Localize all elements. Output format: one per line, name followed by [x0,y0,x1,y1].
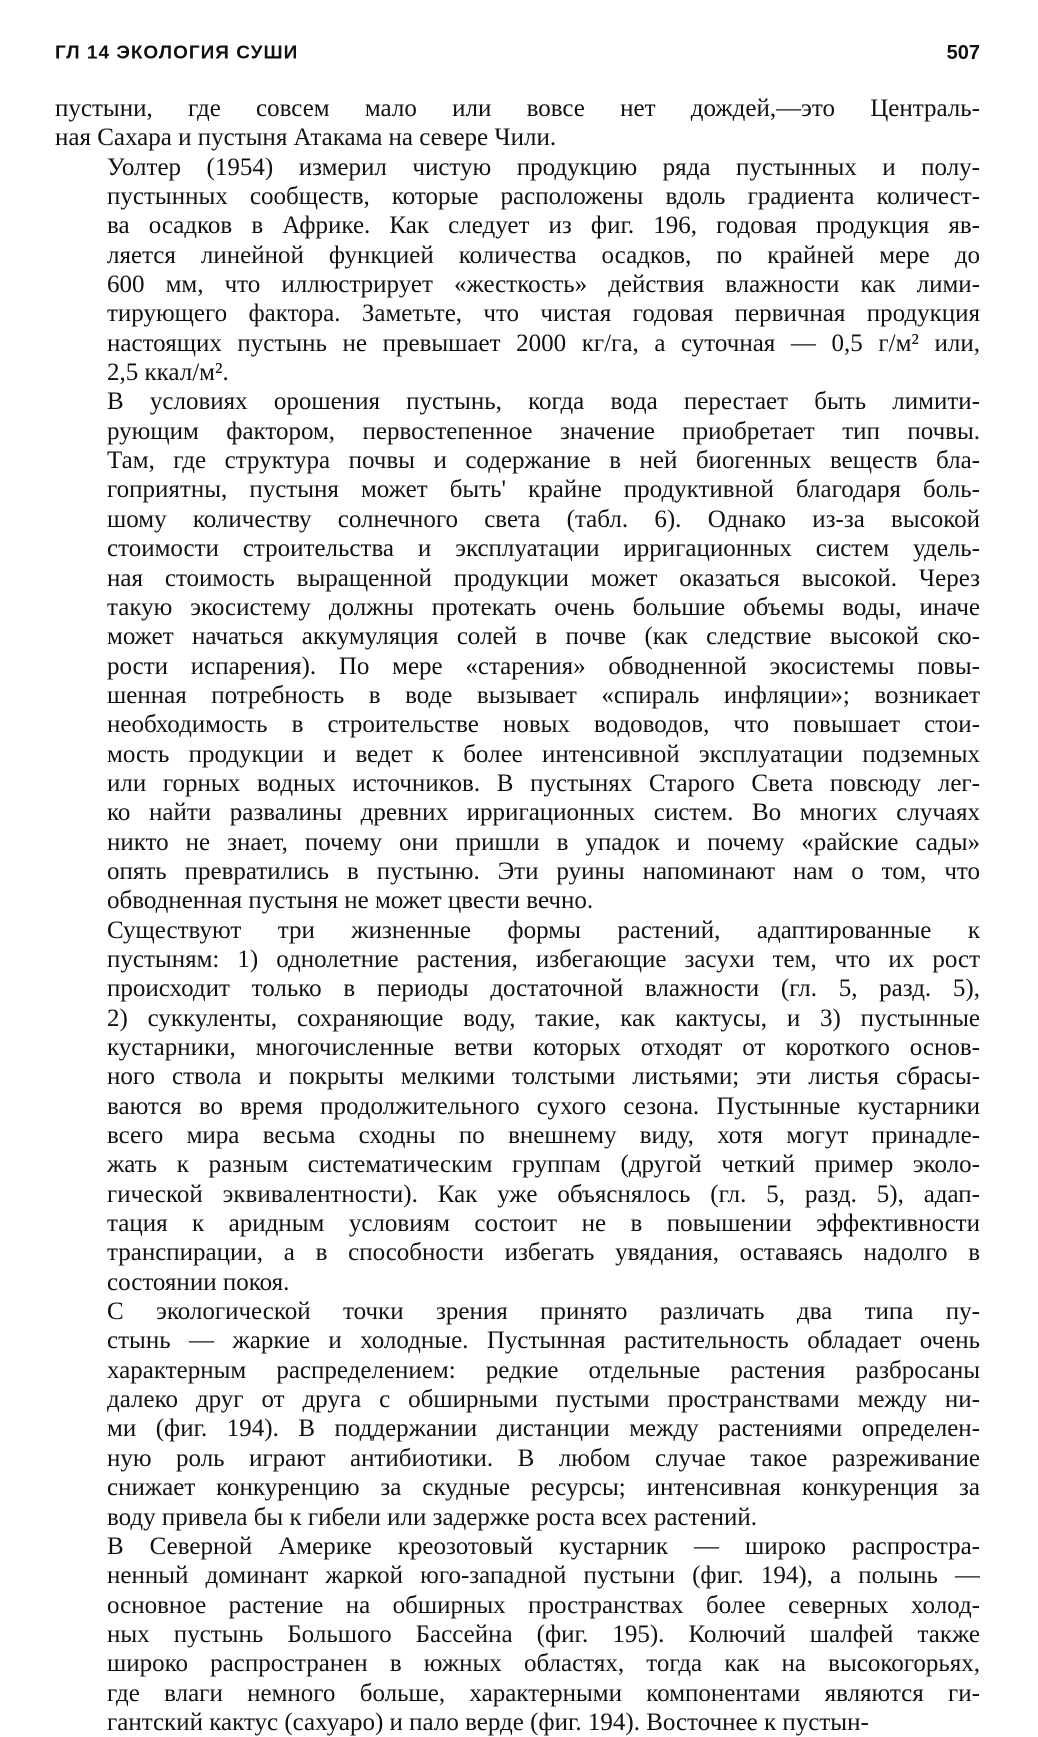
text-line: мость продукции и ведет к более интенсивной эксплуатации подземных [107,740,980,768]
paragraph [55,916,980,1297]
running-head: ГЛ 14 ЭКОЛОГИЯ СУШИ [55,43,299,64]
text-line: ная стоимость выращенной продукции может оказаться высокой. Через [107,564,980,592]
text-line: снижает конкуренцию за скудные ресурсы; интенсивная конкуренция за [107,1474,980,1502]
page-number: 507 [946,42,980,64]
text-line: или горных водных источников. В пустынях Старого Света повсюду лег- [107,769,980,797]
text-line: такую экосистему должны протекать очень большие объемы воды, иначе [107,593,980,621]
text-line: настоящих пустынь не превышает 2000 кг/га, а суточная — 0,5 г/м² или, [107,329,980,357]
text-line: необходимость в строительстве новых водоводов, что повышает стои- [107,711,980,739]
text-line: кустарники, многочисленные ветви которых отходят от короткого основ- [107,1034,980,1061]
text-line: широко распространен в южных областях, тогда как на высокогорьях, [107,1650,980,1678]
text-line: обводненная пустыня не может цвести вечно. [107,887,594,915]
text-line: ляется линейной функцией количества осадков, по крайней мере до [107,241,980,269]
text-line: ко найти развалины древних ирригационных систем. Во многих случаях [107,799,980,827]
text-line: воду привела бы к гибели или задержке роста всех растений. [107,1503,757,1531]
text-line: рости испарения). По мере «старения» обводненной экосистемы повы- [107,652,980,680]
text-line: ную роль играют антибиотики. В любом случае такое разреживание [107,1444,980,1472]
page-header [55,42,980,82]
text-line: происходит только в периоды достаточной влажности (гл. 5, разд. 5), [107,975,980,1003]
text-line: Уолтер (1954) измерил чистую продукцию ряда пустынных и полу- [107,153,980,181]
text-line: гантский кактус (сахуаро) и пало верде (фиг. 194). Восточнее к пустын- [107,1708,869,1736]
text-line: жать к разным систематическим группам (другой четкий пример эколо- [107,1151,980,1179]
body-text [55,94,980,1737]
text-line: 600 мм, что иллюстрирует «жесткость» действия влажности как лими- [107,271,980,299]
paragraph [55,1297,980,1532]
text-line: ва осадков в Африке. Как следует из фиг. 196, годовая продукция яв- [107,212,980,240]
text-line: 2,5 ккал/м². [107,359,229,387]
text-line: ненный доминант жаркой юго-западной пустыни (фиг. 194), а полынь — [107,1562,980,1590]
text-line: пустыни, где совсем мало или вовсе нет дождей,—это Централь- [55,95,980,122]
text-line: гоприятны, пустыня может быть' крайне продуктивной благодаря боль- [107,476,980,504]
paragraph [55,387,980,915]
text-line: В условиях орошения пустынь, когда вода перестает быть лимити- [107,388,980,416]
text-line: тирующего фактора. Заметьте, что чистая годовая первичная продукция [107,300,980,328]
text-line: пустыням: 1) однолетние растения, избегающие засухи тем, что их рост [107,945,980,973]
text-line: В Северной Америке креозотовый кустарник — широко распростра- [107,1532,980,1560]
text-line: ных пустынь Большого Бассейна (фиг. 195). Колючий шалфей также [107,1620,980,1648]
text-line: гической эквивалентности). Как уже объяснялось (гл. 5, разд. 5), адап- [107,1180,980,1208]
text-line: стынь — жаркие и холодные. Пустынная растительность обладает очень [107,1327,980,1355]
text-line: тация к аридным условиям состоит не в повышении эффективности [107,1210,980,1238]
paragraph [55,1532,980,1737]
text-line: пустынных сообществ, которые расположены вдоль градиента количест- [107,183,980,211]
text-line: ваются во время продолжительного сухого сезона. Пустынные кустарники [107,1092,980,1120]
text-line: шому количеству солнечного света (табл. 6). Однако из-за высокой [107,505,980,533]
text-line: ная Сахара и пустыня Атакама на севере Чили. [55,124,557,152]
text-line: основное растение на обширных пространствах более северных холод- [107,1591,980,1619]
text-line: 2) суккуленты, сохраняющие воду, такие, как кактусы, и 3) пустынные [107,1004,980,1032]
text-line: может начаться аккумуляция солей в почве (как следствие высокой ско- [107,623,980,651]
text-line: всего мира весьма сходны по внешнему виду, хотя могут принадле- [107,1122,980,1150]
text-line: шенная потребность в воде вызывает «спираль инфляции»; возникает [107,681,980,709]
paragraph [55,94,980,153]
text-line: далеко друг от друга с обширными пустыми пространствами между ни- [107,1386,980,1414]
text-line: никто не знает, почему они пришли в упадок и почему «райские сады» [107,828,980,856]
text-line: опять превратились в пустыню. Эти руины напоминают нам о том, что [107,857,980,885]
text-line: ного ствола и покрыты мелкими толстыми листьями; эти листья сбрасы- [107,1063,980,1091]
text-line: состоянии покоя. [107,1268,290,1296]
text-line: транспирации, а в способности избегать увядания, оставаясь надолго в [107,1239,980,1267]
text-line: Существуют три жизненные формы растений, адаптированные к [107,916,980,944]
text-line: стоимости строительства и эксплуатации ирригационных систем удель- [107,535,980,563]
text-line: Там, где структура почвы и содержание в ней биогенных веществ бла- [107,447,980,475]
text-line: С экологической точки зрения принято различать два типа пу- [107,1298,980,1326]
text-line: ми (фиг. 194). В поддержании дистанции между растениями определен- [107,1415,980,1443]
book-page [55,42,980,1737]
text-line: где влаги немного больше, характерными компонентами являются ги- [107,1679,980,1707]
text-line: характерным распределением: редкие отдельные растения разбросаны [107,1356,980,1384]
text-line: рующим фактором, первостепенное значение приобретает тип почвы. [107,417,980,445]
paragraph [55,153,980,388]
